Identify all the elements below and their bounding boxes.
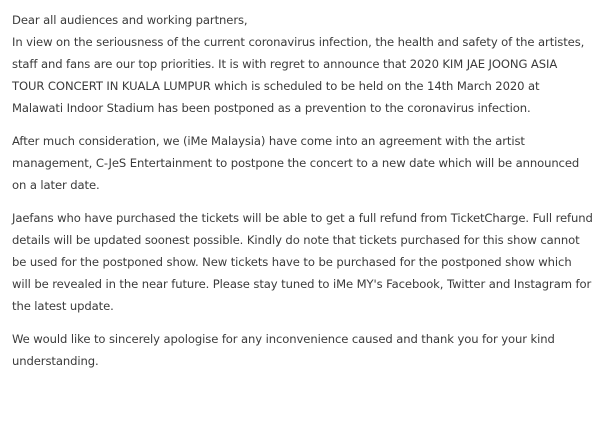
- text-line: staff and fans are our top priorities. It is with regret to announce that 2020 KIM JAE JOONG ASIA: [12, 57, 558, 71]
- text-line: After much consideration, we (iMe Malaysia) have come into an agreement with the artist: [12, 134, 525, 148]
- text-line: We would like to sincerely apologise for any inconvenience caused and thank you for your kind: [12, 332, 555, 346]
- text-line: In view on the seriousness of the current coronavirus infection, the health and safety of the artistes,: [12, 35, 585, 49]
- paragraph-agreement: [12, 130, 594, 196]
- paragraph-intro: [12, 9, 594, 119]
- text-line: understanding.: [12, 354, 99, 368]
- paragraph-apology: [12, 328, 594, 372]
- text-line: be used for the postponed show. New tickets have to be purchased for the postponed show which: [12, 255, 572, 269]
- greeting-line: Dear all audiences and working partners,: [12, 13, 248, 27]
- text-line: Malawati Indoor Stadium has been postponed as a prevention to the coronavirus infection.: [12, 101, 531, 115]
- text-line: Jaefans who have purchased the tickets will be able to get a full refund from TicketCharge. Full refund: [12, 211, 593, 225]
- paragraph-refund: [12, 207, 594, 317]
- text-line: management, C-JeS Entertainment to postpone the concert to a new date which will be announced: [12, 156, 580, 170]
- text-line: TOUR CONCERT IN KUALA LUMPUR which is scheduled to be held on the 14th March 2020 at: [12, 79, 540, 93]
- text-line: the latest update.: [12, 299, 114, 313]
- text-line: will be revealed in the near future. Please stay tuned to iMe MY's Facebook, Twitter and Instagram for: [12, 277, 592, 291]
- text-line: on a later date.: [12, 178, 100, 192]
- text-line: details will be updated soonest possible. Kindly do note that tickets purchased for this show cannot: [12, 233, 580, 247]
